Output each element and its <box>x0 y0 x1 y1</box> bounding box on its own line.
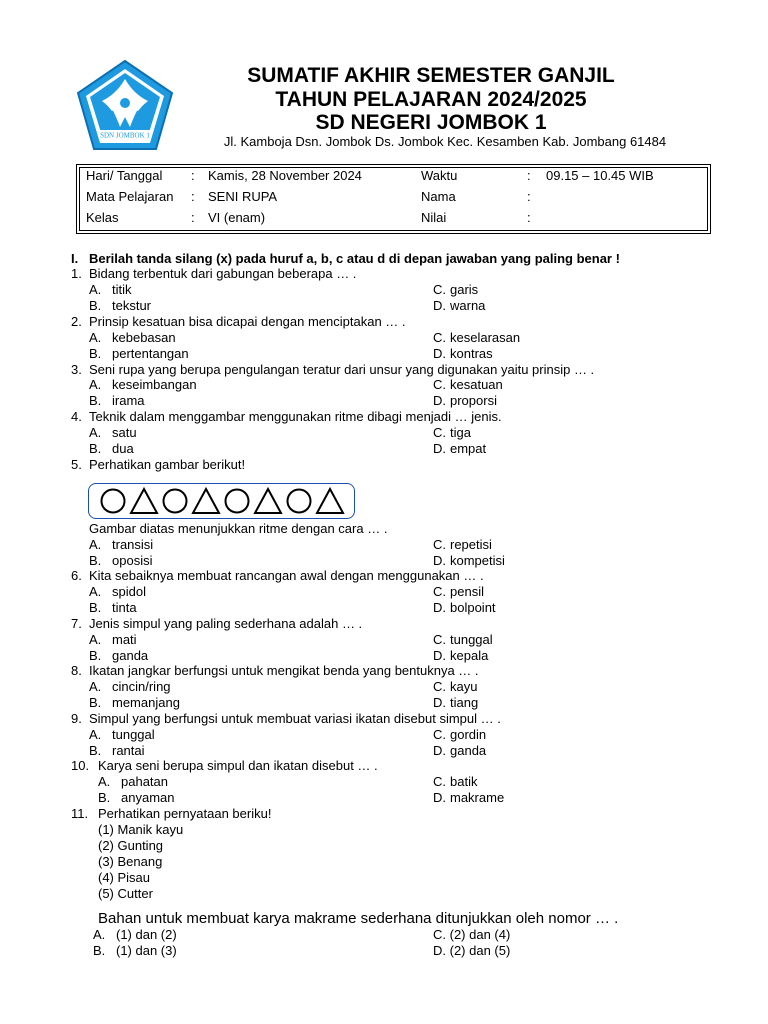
q9-a-letter: A. <box>89 727 102 742</box>
circle-shape <box>164 490 187 513</box>
section-number: I. <box>71 251 79 266</box>
circle-shape <box>288 490 311 513</box>
q11-number: 11. <box>71 806 89 821</box>
q1-b-letter: B. <box>89 298 102 313</box>
q2-option-b: pertentangan <box>112 346 189 361</box>
q10-option-c: batik <box>450 774 478 789</box>
q1-option-c: garis <box>450 282 479 297</box>
q6-option-d: bolpoint <box>450 600 496 615</box>
q7-d-letter: D. <box>433 648 446 663</box>
q6-c-letter: C. <box>433 584 446 599</box>
q11-option-c: C. (2) dan (4) <box>433 927 511 942</box>
q3-text: Seni rupa yang berupa pengulangan teratur dari unsur yang digunakan yaitu prinsip … . <box>89 362 595 377</box>
q9-d-letter: D. <box>433 743 446 758</box>
triangle-shape <box>131 489 157 513</box>
q3-number: 3. <box>71 362 82 377</box>
q1-option-d: warna <box>450 298 486 313</box>
q3-option-a: keseimbangan <box>112 377 197 392</box>
q9-number: 9. <box>71 711 82 726</box>
q10-d-letter: D. <box>433 790 446 805</box>
q11-item-5: (5) Cutter <box>98 886 153 901</box>
q1-option-a: titik <box>112 282 132 297</box>
title-line-1: SUMATIF AKHIR SEMESTER GANJIL <box>247 64 615 87</box>
q11-item-2: (2) Gunting <box>98 838 164 853</box>
q8-number: 8. <box>71 663 82 678</box>
q2-c-letter: C. <box>433 330 446 345</box>
q5-text: Perhatikan gambar berikut! <box>89 457 246 472</box>
q10-option-a: pahatan <box>121 774 168 789</box>
q4-option-c: tiga <box>450 425 471 440</box>
q3-d-letter: D. <box>433 393 446 408</box>
q4-number: 4. <box>71 409 82 424</box>
q4-d-letter: D. <box>433 441 446 456</box>
q6-text: Kita sebaiknya membuat rancangan awal dengan menggunakan … . <box>89 568 484 583</box>
q1-c-letter: C. <box>433 282 446 297</box>
circle-shape <box>226 490 249 513</box>
q9-option-b: rantai <box>112 743 145 758</box>
circle-shape <box>102 490 125 513</box>
q5-option-d: kompetisi <box>450 553 505 568</box>
q7-c-letter: C. <box>433 632 446 647</box>
nilai-label: Nilai <box>421 210 447 225</box>
title-line-2: TAHUN PELAJARAN 2024/2025 <box>275 88 587 111</box>
q7-number: 7. <box>71 616 82 631</box>
q8-option-a: cincin/ring <box>112 679 171 694</box>
q3-a-letter: A. <box>89 377 102 392</box>
q4-option-d: empat <box>450 441 487 456</box>
q11-item-3: (3) Benang <box>98 854 163 869</box>
q4-text: Teknik dalam menggambar menggunakan ritme dibagi menjadi … jenis. <box>89 409 502 424</box>
q2-option-a: kebebasan <box>112 330 176 345</box>
q8-text: Ikatan jangkar berfungsi untuk mengikat benda yang bentuknya … . <box>89 663 479 678</box>
nama-colon: : <box>527 189 531 204</box>
q9-text: Simpul yang berfungsi untuk membuat variasi ikatan disebut simpul … . <box>89 711 501 726</box>
q8-option-b: memanjang <box>112 695 180 710</box>
q5-option-a: transisi <box>112 537 154 552</box>
title-line-3: SD NEGERI JOMBOK 1 <box>315 111 547 134</box>
hari-colon: : <box>191 168 195 183</box>
school-address: Jl. Kamboja Dsn. Jombok Ds. Jombok Kec. Kesamben Kab. Jombang 61484 <box>223 134 667 149</box>
q1-option-b: tekstur <box>112 298 152 313</box>
nama-label: Nama <box>421 189 456 204</box>
school-logo <box>72 57 178 157</box>
q4-option-b: dua <box>112 441 134 456</box>
q9-c-letter: C. <box>433 727 446 742</box>
q6-b-letter: B. <box>89 600 102 615</box>
q8-b-letter: B. <box>89 695 102 710</box>
hari-label: Hari/ Tanggal <box>86 168 163 183</box>
q7-text: Jenis simpul yang paling sederhana adalah … . <box>89 616 363 631</box>
q1-d-letter: D. <box>433 298 446 313</box>
q4-c-letter: C. <box>433 425 446 440</box>
q2-number: 2. <box>71 314 82 329</box>
q5-option-c: repetisi <box>450 537 492 552</box>
q5-b-letter: B. <box>89 553 102 568</box>
q9-b-letter: B. <box>89 743 102 758</box>
q5-number: 5. <box>71 457 82 472</box>
q10-b-letter: B. <box>98 790 111 805</box>
q9-option-a: tunggal <box>112 727 155 742</box>
q11-text: Perhatikan pernyataan beriku! <box>98 806 272 821</box>
q3-option-b: irama <box>112 393 145 408</box>
q8-option-c: kayu <box>450 679 478 694</box>
q2-b-letter: B. <box>89 346 102 361</box>
q2-a-letter: A. <box>89 330 102 345</box>
q10-text: Karya seni berupa simpul dan ikatan disebut … . <box>98 758 378 773</box>
q11-option-d: D. (2) dan (5) <box>433 943 511 958</box>
q11-item-1: (1) Manik kayu <box>98 822 184 837</box>
waktu-value: 09.15 – 10.45 WIB <box>546 168 654 183</box>
q7-option-c: tunggal <box>450 632 493 647</box>
section-instruction: Berilah tanda silang (x) pada huruf a, b, c atau d di depan jawaban yang paling benar ! <box>89 251 620 266</box>
q7-option-d: kepala <box>450 648 489 663</box>
q6-option-c: pensil <box>450 584 484 599</box>
kelas-value: VI (enam) <box>208 210 266 225</box>
q8-a-letter: A. <box>89 679 102 694</box>
q3-option-d: proporsi <box>450 393 497 408</box>
q8-d-letter: D. <box>433 695 446 710</box>
q3-option-c: kesatuan <box>450 377 503 392</box>
q11-option-a: (1) dan (2) <box>116 927 177 942</box>
q10-a-letter: A. <box>98 774 111 789</box>
q10-option-d: makrame <box>450 790 505 805</box>
waktu-colon: : <box>527 168 531 183</box>
q5-c-letter: C. <box>433 537 446 552</box>
q6-option-b: tinta <box>112 600 137 615</box>
mapel-value: SENI RUPA <box>208 189 278 204</box>
q11-text-2: Bahan untuk membuat karya makrame sederhana ditunjukkan oleh nomor … . <box>98 910 619 927</box>
q8-option-d: tiang <box>450 695 479 710</box>
q5-a-letter: A. <box>89 537 102 552</box>
q5-option-b: oposisi <box>112 553 153 568</box>
q6-option-a: spidol <box>112 584 146 599</box>
mapel-colon: : <box>191 189 195 204</box>
q2-d-letter: D. <box>433 346 446 361</box>
q11-b-letter: B. <box>93 943 106 958</box>
q4-option-a: satu <box>112 425 137 440</box>
q11-item-4: (4) Pisau <box>98 870 151 885</box>
triangle-shape <box>193 489 219 513</box>
q1-a-letter: A. <box>89 282 102 297</box>
q7-b-letter: B. <box>89 648 102 663</box>
q1-text: Bidang terbentuk dari gabungan beberapa … . <box>89 266 357 281</box>
q8-c-letter: C. <box>433 679 446 694</box>
q10-c-letter: C. <box>433 774 446 789</box>
nilai-colon: : <box>527 210 531 225</box>
kelas-label: Kelas <box>86 210 119 225</box>
triangle-shape <box>255 489 281 513</box>
q9-option-c: gordin <box>450 727 487 742</box>
q10-option-b: anyaman <box>121 790 175 805</box>
q11-a-letter: A. <box>93 927 106 942</box>
q2-option-c: keselarasan <box>450 330 521 345</box>
q2-text: Prinsip kesatuan bisa dicapai dengan menciptakan … . <box>89 314 406 329</box>
q2-option-d: kontras <box>450 346 493 361</box>
q6-a-letter: A. <box>89 584 102 599</box>
q5-text-2: Gambar diatas menunjukkan ritme dengan cara … . <box>89 521 388 536</box>
hari-value: Kamis, 28 November 2024 <box>208 168 362 183</box>
q7-option-b: ganda <box>112 648 149 663</box>
q4-a-letter: A. <box>89 425 102 440</box>
q6-d-letter: D. <box>433 600 446 615</box>
q1-number: 1. <box>71 266 82 281</box>
q3-c-letter: C. <box>433 377 446 392</box>
mapel-label: Mata Pelajaran <box>86 189 174 204</box>
q3-b-letter: B. <box>89 393 102 408</box>
logo-text: SDN JOMBOK 1 <box>100 131 150 140</box>
q11-option-b: (1) dan (3) <box>116 943 177 958</box>
triangle-shape <box>317 489 343 513</box>
q4-b-letter: B. <box>89 441 102 456</box>
kelas-colon: : <box>191 210 195 225</box>
waktu-label: Waktu <box>421 168 458 183</box>
rhythm-shapes-figure <box>88 483 355 519</box>
q6-number: 6. <box>71 568 82 583</box>
q7-option-a: mati <box>112 632 137 647</box>
q10-number: 10. <box>71 758 90 773</box>
q5-d-letter: D. <box>433 553 446 568</box>
q9-option-d: ganda <box>450 743 487 758</box>
q7-a-letter: A. <box>89 632 102 647</box>
